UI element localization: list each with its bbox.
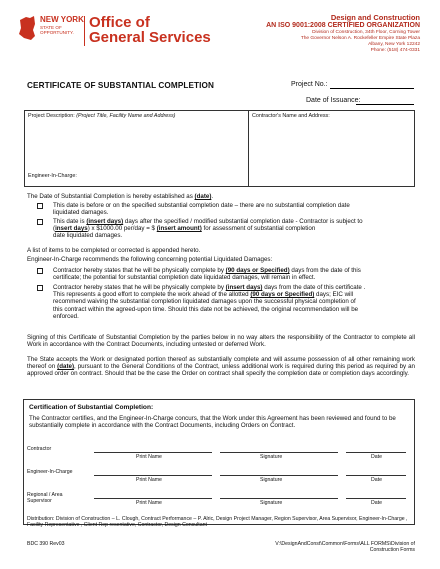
engineer-in-charge-label: Engineer-In-Charge: <box>28 173 77 179</box>
file-path: V:\DesignAndConst\Common\Forms\ALL FORMS\Division of Construction Forms <box>275 541 415 554</box>
supervisor-signature-field[interactable] <box>220 498 338 499</box>
date-caption: Date <box>371 454 382 460</box>
date-caption: Date <box>371 477 382 483</box>
signature-caption: Signature <box>260 477 283 483</box>
print-name-caption: Print Name <box>136 500 162 506</box>
phone-line: Phone: (518) 474-0331 <box>370 48 420 53</box>
ld-option-2-checkbox[interactable] <box>37 285 43 291</box>
engineer-row-label: Engineer-In-Charge <box>27 469 73 475</box>
supervisor-date-field[interactable] <box>346 498 406 499</box>
option-after-checkbox[interactable] <box>37 219 43 225</box>
project-no-field[interactable] <box>330 88 414 89</box>
state-accepts-paragraph: The State accepts the Work or designated portion thereof as substantially complete and will assume possession of all other remaining work thereof on (date), pursuant to the General Conditions of the Contract, unless additional work is required during this period as required by an approved order on contract. Should that be the case the Order on contract shall specify the completion date or completion days accordingly. <box>27 356 415 378</box>
signature-caption: Signature <box>260 500 283 506</box>
date-of-issuance-label: Date of Issuance: <box>306 97 361 104</box>
option-before-checkbox[interactable] <box>37 203 43 209</box>
option-after-text: This date is (insert days) days after the specified / modified substantial completion date - Contractor is subject to (insert days) x $1000.00 per/day = $ (insert amount) for assessment of substantial completion date liquidated damages. <box>53 218 363 240</box>
print-name-caption: Print Name <box>136 454 162 460</box>
print-name-caption: Print Name <box>136 477 162 483</box>
project-no-label: Project No.: <box>291 81 328 88</box>
contractor-print-name-field[interactable] <box>94 452 212 453</box>
logo-divider <box>84 16 85 46</box>
project-description-label: Project Description: (Project Title, Facility Name and Address) <box>28 113 176 119</box>
iso-line: AN ISO 9001:2008 CERTIFIED ORGANIZATION <box>266 22 420 29</box>
date-caption: Date <box>371 500 382 506</box>
address-line-2: The Governor Nelson A. Rockefeller Empire State Plaza <box>300 36 420 41</box>
engineer-print-name-field[interactable] <box>94 475 212 476</box>
supervisor-row-label: Regional / Area Supervisor <box>27 492 63 504</box>
box-divider <box>248 111 249 186</box>
distribution-line: Distribution: Division of Construction – L. Clough, Contract Performance – P. Alric, Design Project Manager, Region Supervisor, Area Supervisor, Engineer-In-Charge , Facility Representative , Client Rep resentative, Contractor, Design Consultant <box>27 516 408 529</box>
office-logo-text: Office of General Services <box>89 14 211 46</box>
certification-heading: Certification of Substantial Completion: <box>29 404 154 411</box>
signature-caption: Signature <box>260 454 283 460</box>
engineer-signature-field[interactable] <box>220 475 338 476</box>
certification-text: The Contractor certifies, and the Engineer-In-Charge concurs, that the Work under this Agreement has been reviewed and found to be substantially complete in accordance with the Contract Documents, including Orders on Contract. <box>29 415 396 430</box>
contractor-signature-field[interactable] <box>220 452 338 453</box>
dept-title: Design and Construction <box>330 13 420 22</box>
address-line-1: Division of Construction, 34th Floor, Corning Tower <box>312 30 420 35</box>
punch-list-line: A list of items to be completed or corrected is appended hereto. <box>27 247 201 254</box>
new-york-state-map-logo <box>18 16 36 42</box>
logo-tagline: STATE OF OPPORTUNITY. <box>40 25 74 35</box>
ld-option-1-text: Contractor hereby states that he will be physically complete by (90 days or Specified) days from the date of this certificate; the potential for substantial completion date liquidated damages, will remain in effect. <box>53 267 361 282</box>
date-of-issuance-field[interactable] <box>356 104 414 105</box>
logo-ny-text: NEW YORK <box>40 15 84 24</box>
supervisor-print-name-field[interactable] <box>94 498 212 499</box>
form-number: BDC 390 Rev03 <box>27 541 65 547</box>
address-line-3: Albany, New York 12242 <box>368 42 420 47</box>
contractor-label: Contractor's Name and Address: <box>252 113 330 119</box>
contractor-date-field[interactable] <box>346 452 406 453</box>
signing-paragraph: Signing of this Certificate of Substantial Completion by the parties below in no way alters the responsibility of the Contractor to complete all Work in accordance with the Contract Documents, including untested or deferred Work. <box>27 334 415 349</box>
ld-option-2-text: Contractor hereby states that he will be physically complete by (insert days) days from the date of this certificate . This represents a good effort to complete the work ahead of the allotted (90 days or Specified) days; EIC will recommend waiving the substantial completion liquidated damages upon the successful physical completion of this contract within the agreed-upon time. Should this date not be achieved, the original recommendation will be enforced. <box>53 284 366 320</box>
eic-recommends-line: Engineer-In-Charge recommends the following concerning potential Liquidated Damages: <box>27 256 273 263</box>
page-title: CERTIFICATE OF SUBSTANTIAL COMPLETION <box>27 81 215 90</box>
ld-option-1-checkbox[interactable] <box>37 268 43 274</box>
date-placeholder: (date) <box>194 193 212 200</box>
date-established-line: The Date of Substantial Completion is hereby established as (date). <box>27 193 214 200</box>
project-info-box <box>24 110 415 187</box>
contractor-row-label: Contractor <box>27 446 52 452</box>
header-address-block <box>266 14 420 54</box>
engineer-date-field[interactable] <box>346 475 406 476</box>
option-before-text: This date is before or on the specified substantial completion date – there are no substantial completion date liquidated damages. <box>53 202 350 217</box>
